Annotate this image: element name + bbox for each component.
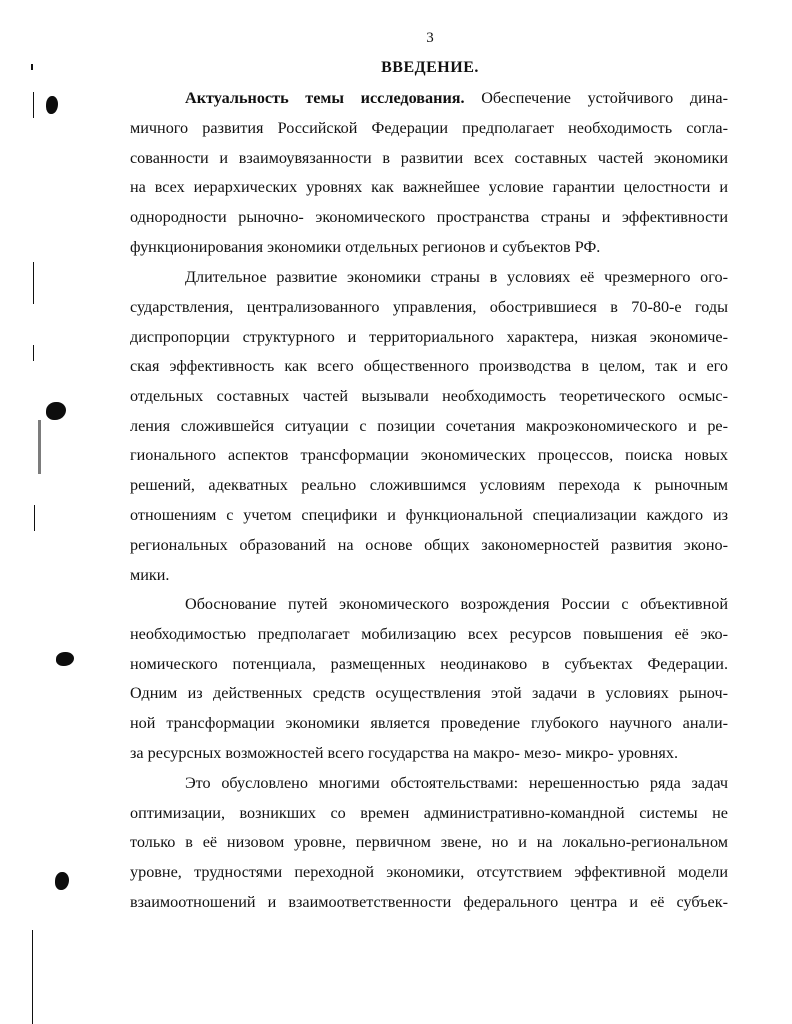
text-line: сованности и взаимоувязанности в развитии всех составных частей экономики (130, 149, 728, 167)
scan-speck (34, 505, 35, 531)
punch-hole-mark (46, 96, 58, 114)
punch-hole-mark (56, 652, 74, 666)
page-heading: ВВЕДЕНИЕ. (381, 59, 479, 76)
text-line: Это обусловлено многими обстоятельствами: нерешенностью ряда задач (185, 774, 728, 792)
text-line: однородности рыночно- экономического пространства страны и эффективности (130, 208, 728, 226)
text-line: оптимизации, возникших со времен административно-командной системы не (130, 804, 728, 822)
text-line: мики. (130, 566, 170, 584)
scan-speck (33, 92, 34, 118)
text-line: отношениям с учетом специфики и функциональной специализации каждого из (130, 506, 728, 524)
text-line: отдельных составных частей вызывали необходимость теоретического осмыс- (130, 387, 728, 405)
text-line: региональных образований на основе общих закономерностей развития эконо- (130, 536, 728, 554)
text-line: гионального аспектов трансформации экономических процессов, поиска новых (130, 446, 728, 464)
text-line: ной трансформации экономики является проведение глубокого научного анали- (130, 714, 728, 732)
text-line: мичного развития Российской Федерации предполагает необходимость согла- (130, 119, 728, 137)
text-line: функционирования экономики отдельных регионов и субъектов РФ. (130, 238, 601, 256)
text-line: только в её низовом уровне, первичном звене, но и на локально-региональном (130, 833, 728, 851)
text-line: Обоснование путей экономического возрождения России с объективной (185, 595, 728, 613)
text-line: ская эффективность как всего общественного производства в целом, так и его (130, 357, 728, 375)
scan-speck (33, 262, 34, 304)
text-line: номического потенциала, размещенных неодинаково в субъектах Федерации. (130, 655, 728, 673)
text-line: диспропорции структурного и территориального характера, низкая экономиче- (130, 328, 728, 346)
text-line: на всех иерархических уровнях как важнейшее условие гарантии целостности и (130, 178, 728, 196)
text-line: решений, адекватных реально сложившимся условиям перехода к рыночным (130, 476, 728, 494)
scan-speck (32, 930, 33, 1024)
scan-speck (31, 64, 33, 70)
text-line: Одним из действенных средств осуществления этой задачи в условиях рыноч- (130, 684, 728, 702)
text-line: сударствления, централизованного управления, обострившиеся в 70-80-е годы (130, 298, 728, 316)
punch-hole-mark (46, 402, 66, 420)
text-line: необходимостью предполагает мобилизацию всех ресурсов повышения её эко- (130, 625, 728, 643)
scan-speck (33, 345, 34, 361)
punch-hole-mark (55, 872, 69, 890)
text-line: ления сложившейся ситуации с позиции сочетания макроэкономического и ре- (130, 417, 728, 435)
text-line: Актуальность темы исследования. Обеспечение устойчивого дина- (185, 89, 728, 107)
page-number: 3 (426, 30, 434, 46)
scan-speck (38, 420, 41, 474)
text-line: уровне, трудностями переходной экономики, отсутствием эффективной модели (130, 863, 728, 881)
text-line: взаимоотношений и взаимоответственности федерального центра и её субъек- (130, 893, 728, 911)
text-line: Длительное развитие экономики страны в условиях её чрезмерного ого- (185, 268, 728, 286)
text-line: за ресурсных возможностей всего государства на макро- мезо- микро- уровнях. (130, 744, 678, 762)
lead-phrase: Актуальность темы исследования. (185, 89, 465, 107)
